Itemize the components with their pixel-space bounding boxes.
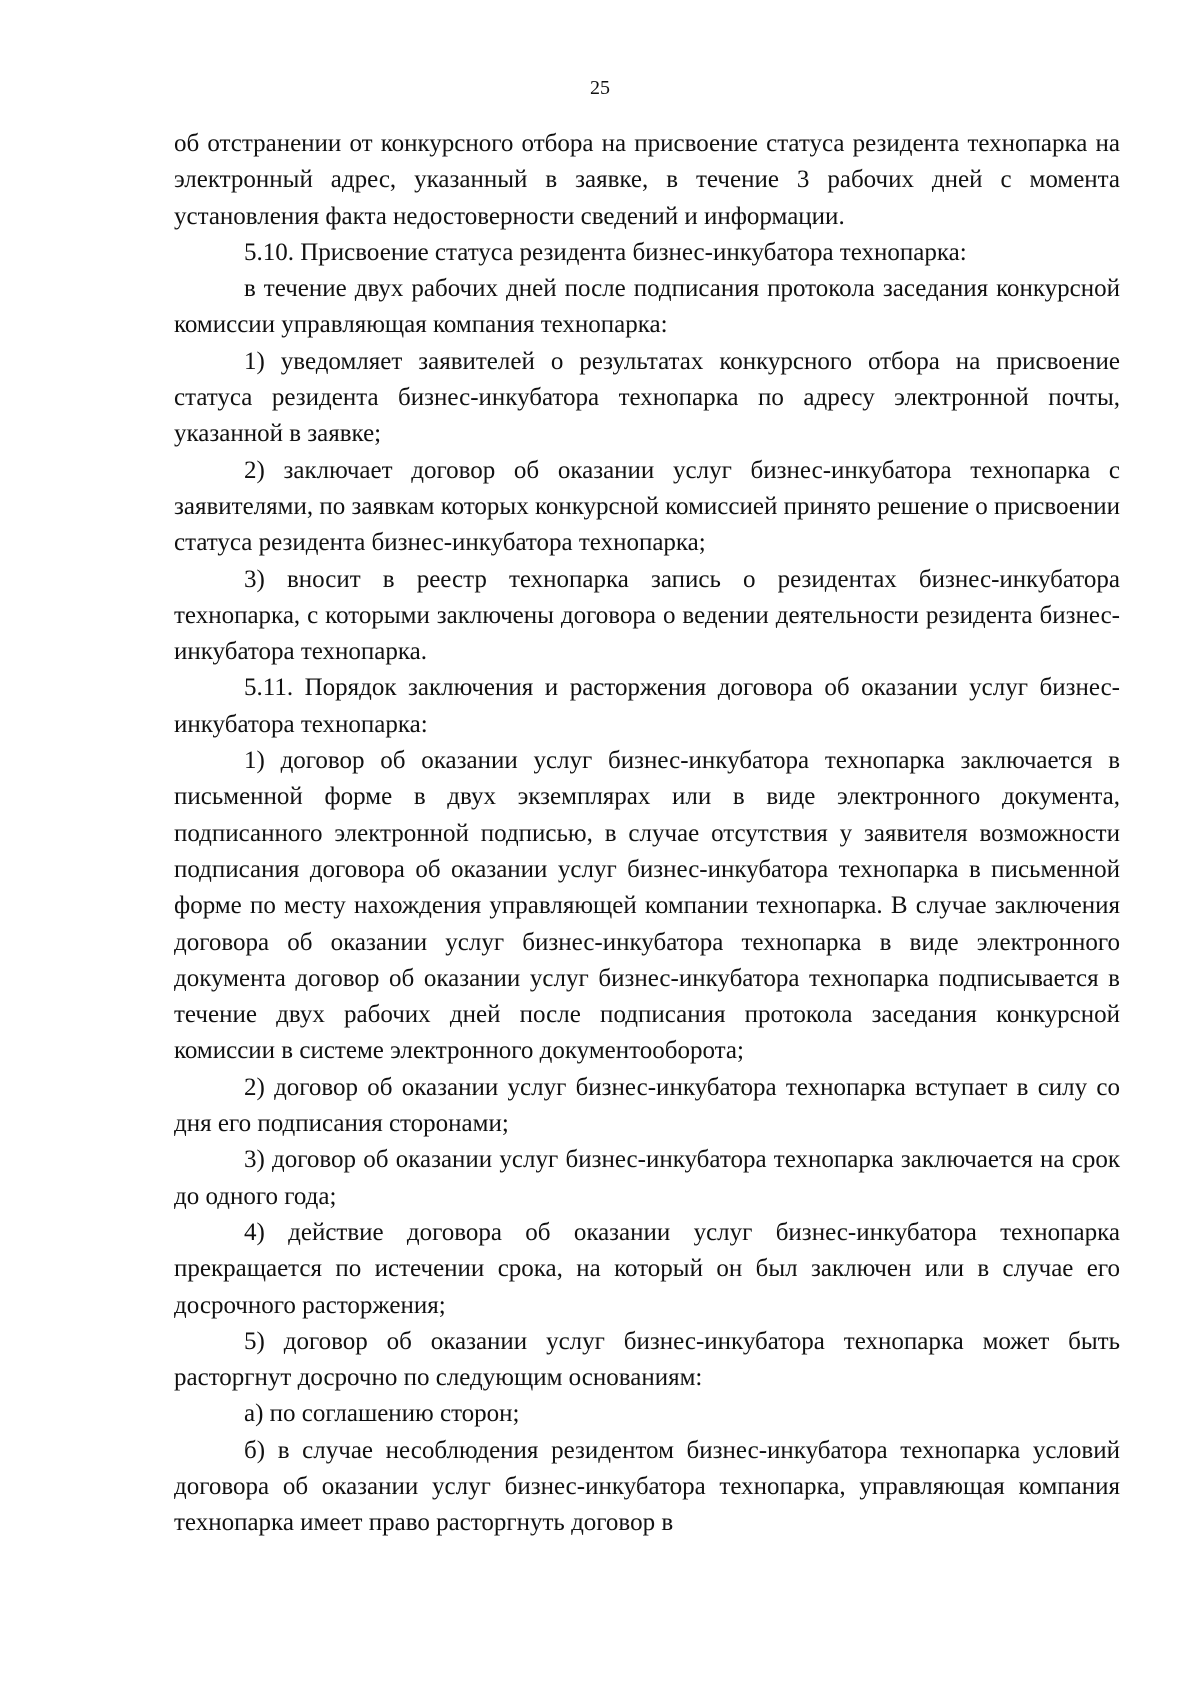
list-item-1: 1) договор об оказании услуг бизнес-инкубатора технопарка заключается в письменной форме в двух экземплярах или в виде электронного документа, подписанного электронной подписью, в случае отсутствия у заявителя возможности подписания договора об оказании услуг бизнес-инкубатора технопарка в письменной форме по месту нахождения управляющей компании технопарка. В случае заключения договора об оказании услуг бизнес-инкубатора технопарка в виде электронного документа договор об оказании услуг бизнес-инкубатора технопарка подписывается в течение двух рабочих дней после подписания протокола заседания конкурсной комиссии в системе электронного документооборота; xyxy=(174,747,1120,1065)
list-item-1: 1) уведомляет заявителей о результатах конкурсного отбора на присвоение статуса резидента бизнес-инкубатора технопарка по адресу электронной почты, указанной в заявке; xyxy=(174,347,1120,448)
paragraph: в течение двух рабочих дней после подписания протокола заседания конкурсной комиссии управляющая компания технопарка: xyxy=(174,275,1120,339)
paragraph-continuation: об отстранении от конкурсного отбора на присвоение статуса резидента технопарка на электронный адрес, указанный в заявке, в течение 3 рабочих дней с момента установления факта недостоверности сведений и информации. xyxy=(174,130,1120,230)
list-item-2: 2) заключает договор об оказании услуг бизнес-инкубатора технопарка с заявителями, по заявкам которых конкурсной комиссией принято решение о присвоении статуса резидента бизнес-инкубатора технопарка; xyxy=(174,456,1120,557)
document-body xyxy=(174,126,1120,1542)
section-5-10-heading: 5.10. Присвоение статуса резидента бизнес-инкубатора технопарка: xyxy=(244,238,967,266)
list-item-2: 2) договор об оказании услуг бизнес-инкубатора технопарка вступает в силу со дня его подписания сторонами; xyxy=(174,1073,1120,1138)
page-number: 25 xyxy=(590,77,610,99)
section-5-11-heading: 5.11. Порядок заключения и расторжения договора об оказании услуг бизнес-инкубатора технопарка: xyxy=(174,674,1120,738)
list-item-3: 3) вносит в реестр технопарка запись о резидентах бизнес-инкубатора технопарка, с которыми заключены договора о ведении деятельности резидента бизнес-инкубатора технопарка. xyxy=(174,565,1120,666)
list-item-4: 4) действие договора об оказании услуг бизнес-инкубатора технопарка прекращается по истечении срока, на который он был заключен или в случае его досрочного расторжения; xyxy=(174,1218,1120,1319)
list-item-3: 3) договор об оказании услуг бизнес-инкубатора технопарка заключается на срок до одного года; xyxy=(174,1146,1120,1210)
list-item-5: 5) договор об оказании услуг бизнес-инкубатора технопарка может быть расторгнут досрочно по следующим основаниям: xyxy=(174,1327,1120,1392)
sub-item-a: а) по соглашению сторон; xyxy=(244,1400,520,1428)
sub-item-b: б) в случае несоблюдения резидентом бизнес-инкубатора технопарка условий договора об оказании услуг бизнес-инкубатора технопарка, управляющая компания технопарка имеет право расторгнуть договор в xyxy=(174,1436,1120,1537)
